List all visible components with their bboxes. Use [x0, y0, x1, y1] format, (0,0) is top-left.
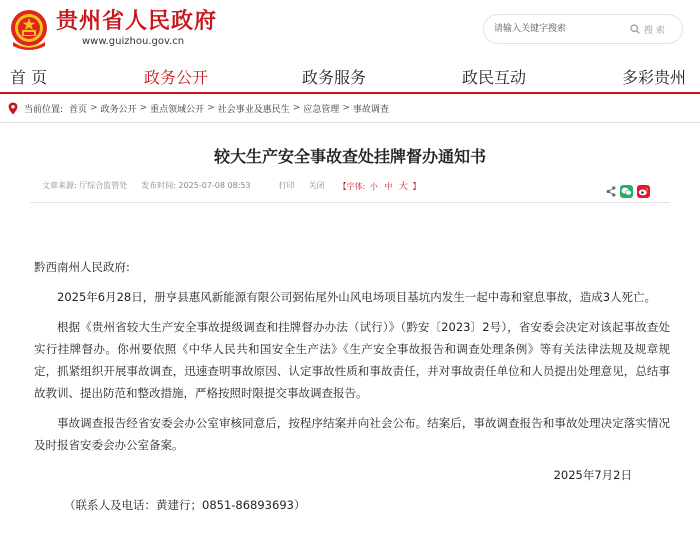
share-icon[interactable]: [606, 186, 616, 197]
document-date: 2025年7月2日: [553, 468, 632, 482]
breadcrumb-prefix: 当前位置:: [24, 104, 64, 115]
close-link[interactable]: 关闭: [308, 180, 325, 190]
breadcrumb-separator: >: [139, 103, 148, 113]
font-size-large[interactable]: 大: [398, 181, 408, 192]
national-emblem-icon[interactable]: [8, 8, 50, 52]
weibo-icon[interactable]: [637, 185, 650, 198]
search-input[interactable]: [494, 20, 624, 38]
site-domain: www.guizhou.gov.cn: [82, 36, 185, 47]
paragraph-report-filing: 事故调查报告经省安委会办公室审核同意后，按程序结案并向社会公布。结案后，事故调查报告和事故处理决定落实情况及时报省安委会办公室备案。: [34, 416, 670, 452]
breadcrumb-item-government-affairs-disclosure[interactable]: 政务公开: [100, 104, 137, 115]
meta-divider: [30, 202, 670, 203]
font-size-close: 】: [412, 181, 421, 191]
breadcrumb-separator: >: [90, 103, 98, 113]
breadcrumb-item-emergency-management[interactable]: 应急管理: [303, 104, 340, 115]
font-size-small[interactable]: 小: [369, 181, 378, 191]
font-size-control: [339, 179, 421, 192]
location-pin-icon: [8, 102, 18, 115]
nav-item-government-affairs-disclosure[interactable]: 政务公开: [144, 68, 209, 87]
breadcrumb-item-accident-investigation[interactable]: 事故调查: [352, 104, 389, 115]
font-size-medium[interactable]: 中: [384, 181, 393, 191]
print-link[interactable]: 打印: [278, 180, 295, 190]
page-divider: [0, 122, 700, 123]
paragraph-accident-summary: 2025年6月28日，册亨县惠风新能源有限公司弼佑尾外山风电场项目基坑内发生一起中毒和窒息事故，造成3人死亡。: [57, 290, 657, 304]
breadcrumb-item-home[interactable]: 首页: [69, 104, 88, 115]
breadcrumb-item-social-affairs[interactable]: 社会事业及惠民生: [217, 104, 290, 115]
breadcrumb: [8, 100, 389, 116]
nav-item-home[interactable]: 首 页: [10, 68, 48, 87]
article-title: 较大生产安全事故查处挂牌督办通知书: [213, 147, 486, 166]
breadcrumb-separator: >: [342, 103, 350, 113]
paragraph-supervision-requirements: 根据《贵州省较大生产安全事故提级调查和挂牌督办办法（试行）》（黔安〔2023〕2号），省安委会决定对该起事故查处实行挂牌督办。你州要依照《中华人民共和国安全生产法》《生产安全事故报告和调查处理条例》等有关法律法规及规章规定，抓紧组织开展事故调查，迅速查明事故原因、认定事故性质和事故责任，并对事故责任单位和人员提出处理意见，总结事故教训、提出防范和整改措施，严格按照时限提交事故调查报告。: [34, 320, 670, 400]
main-nav: [0, 62, 700, 94]
salutation: 黔西南州人民政府:: [34, 260, 130, 274]
breadcrumb-separator: >: [207, 103, 215, 113]
search-button-label: 搜 索: [644, 25, 665, 36]
share-bar: [606, 184, 650, 198]
breadcrumb-separator: >: [292, 103, 301, 113]
nav-item-colorful-guizhou[interactable]: 多彩贵州: [622, 68, 687, 87]
article-publish-time: 发布时间: 2025-07-08 08:53: [141, 180, 251, 190]
site-header: [0, 0, 700, 62]
wechat-icon[interactable]: [620, 185, 633, 198]
search-button[interactable]: [630, 20, 665, 38]
article-body: [34, 256, 670, 524]
contact-info: （联系人及电话：黄建行；0851-86893693）: [64, 498, 306, 512]
article-source: 文章来源: 厅综合监管处: [42, 180, 128, 190]
font-size-open: 【字体:: [338, 181, 366, 191]
breadcrumb-item-key-areas[interactable]: 重点领域公开: [150, 104, 205, 115]
search-box: [483, 14, 683, 44]
nav-item-government-services[interactable]: 政务服务: [302, 68, 367, 87]
article-meta: [42, 178, 420, 192]
site-title[interactable]: 贵州省人民政府: [56, 9, 218, 34]
nav-item-public-interaction[interactable]: 政民互动: [462, 68, 527, 87]
search-icon: [630, 24, 640, 34]
